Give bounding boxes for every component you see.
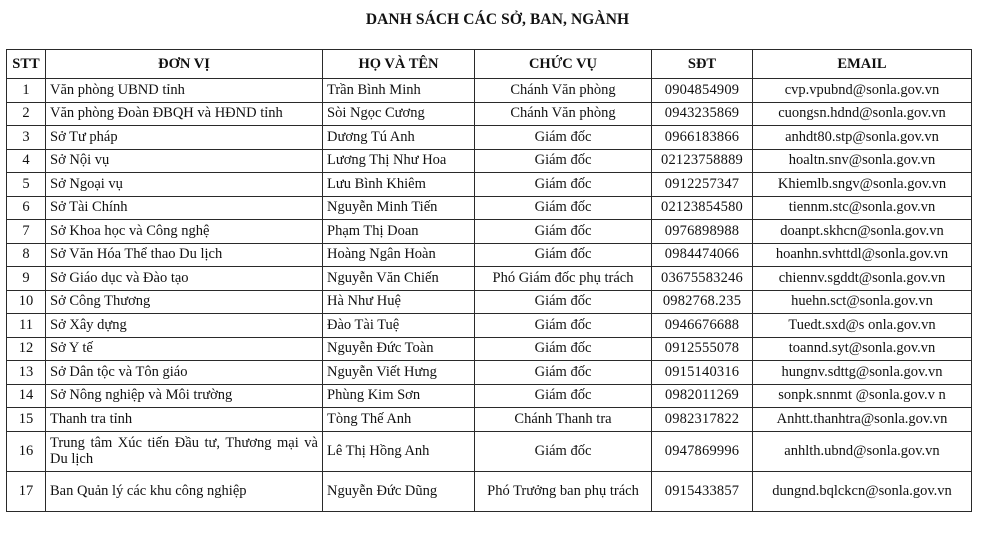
cell-unit: Thanh tra tỉnh [46,408,323,432]
cell-unit: Sở Nội vụ [46,149,323,173]
cell-stt: 8 [7,243,46,267]
cell-phone: 02123854580 [652,196,753,220]
cell-email: hoanhn.svhttdl@sonla.gov.vn [753,243,972,267]
header-email: EMAIL [753,50,972,79]
cell-phone: 0915140316 [652,361,753,385]
cell-phone: 0915433857 [652,471,753,511]
cell-position: Giám đốc [475,290,652,314]
cell-email: hoaltn.snv@sonla.gov.vn [753,149,972,173]
cell-stt: 4 [7,149,46,173]
cell-name: Trần Bình Minh [323,79,475,103]
cell-name: Nguyễn Minh Tiến [323,196,475,220]
cell-position: Giám đốc [475,384,652,408]
cell-email: cuongsn.hdnd@sonla.gov.vn [753,102,972,126]
cell-email: Anhtt.thanhtra@sonla.gov.vn [753,408,972,432]
cell-position: Giám đốc [475,243,652,267]
table-row [7,79,972,103]
cell-phone: 0943235869 [652,102,753,126]
cell-stt: 11 [7,314,46,338]
cell-position: Giám đốc [475,196,652,220]
cell-email: anhdt80.stp@sonla.gov.vn [753,126,972,150]
cell-stt: 13 [7,361,46,385]
cell-position: Giám đốc [475,337,652,361]
cell-name: Dương Tú Anh [323,126,475,150]
cell-email: anhlth.ubnd@sonla.gov.vn [753,431,972,471]
departments-table [6,49,972,512]
cell-name: Hà Như Huệ [323,290,475,314]
cell-unit: Sở Tư pháp [46,126,323,150]
table-row [7,196,972,220]
header-phone: SĐT [652,50,753,79]
cell-stt: 17 [7,471,46,511]
table-row [7,471,972,511]
table-row [7,243,972,267]
cell-unit: Sở Giáo dục và Đào tạo [46,267,323,291]
table-row [7,220,972,244]
cell-name: Nguyễn Đức Toàn [323,337,475,361]
cell-unit: Sở Nông nghiệp và Môi trường [46,384,323,408]
cell-name: Tòng Thế Anh [323,408,475,432]
cell-stt: 16 [7,431,46,471]
cell-email: Khiemlb.sngv@sonla.gov.vn [753,173,972,197]
cell-name: Phạm Thị Doan [323,220,475,244]
cell-email: hungnv.sdttg@sonla.gov.vn [753,361,972,385]
table-row [7,361,972,385]
header-unit: ĐƠN VỊ [46,50,323,79]
cell-stt: 7 [7,220,46,244]
table-header-row [7,50,972,79]
cell-phone: 0982317822 [652,408,753,432]
cell-stt: 10 [7,290,46,314]
cell-phone: 0982768.235 [652,290,753,314]
table-row [7,314,972,338]
cell-phone: 0976898988 [652,220,753,244]
cell-phone: 0946676688 [652,314,753,338]
cell-position: Giám đốc [475,314,652,338]
table-row [7,267,972,291]
header-position: CHỨC VỤ [475,50,652,79]
cell-phone: 02123758889 [652,149,753,173]
cell-unit: Trung tâm Xúc tiến Đầu tư, Thương mại và Du lịch [46,431,323,471]
cell-name: Hoàng Ngân Hoàn [323,243,475,267]
cell-stt: 2 [7,102,46,126]
cell-unit: Sở Khoa học và Công nghệ [46,220,323,244]
cell-stt: 15 [7,408,46,432]
cell-phone: 03675583246 [652,267,753,291]
cell-unit: Sở Dân tộc và Tôn giáo [46,361,323,385]
header-stt: STT [7,50,46,79]
cell-name: Sòi Ngọc Cương [323,102,475,126]
cell-stt: 9 [7,267,46,291]
table-row [7,102,972,126]
cell-name: Nguyễn Viết Hưng [323,361,475,385]
cell-phone: 0947869996 [652,431,753,471]
cell-name: Phùng Kim Sơn [323,384,475,408]
cell-unit: Văn phòng Đoàn ĐBQH và HĐND tỉnh [46,102,323,126]
cell-position: Phó Trưởng ban phụ trách [475,471,652,511]
cell-phone: 0912555078 [652,337,753,361]
table-row [7,431,972,471]
table-row [7,337,972,361]
cell-stt: 14 [7,384,46,408]
cell-unit: Văn phòng UBND tỉnh [46,79,323,103]
cell-unit: Sở Văn Hóa Thể thao Du lịch [46,243,323,267]
cell-name: Lưu Bình Khiêm [323,173,475,197]
cell-email: huehn.sct@sonla.gov.vn [753,290,972,314]
cell-stt: 1 [7,79,46,103]
table-row [7,384,972,408]
cell-position: Giám đốc [475,126,652,150]
cell-phone: 0984474066 [652,243,753,267]
cell-position: Giám đốc [475,361,652,385]
cell-email: cvp.vpubnd@sonla.gov.vn [753,79,972,103]
cell-position: Chánh Thanh tra [475,408,652,432]
cell-position: Giám đốc [475,431,652,471]
cell-phone: 0966183866 [652,126,753,150]
cell-email: doanpt.skhcn@sonla.gov.vn [753,220,972,244]
cell-unit: Sở Tài Chính [46,196,323,220]
header-name: HỌ VÀ TÊN [323,50,475,79]
cell-phone: 0912257347 [652,173,753,197]
cell-stt: 5 [7,173,46,197]
cell-email: dungnd.bqlckcn@sonla.gov.vn [753,471,972,511]
cell-stt: 12 [7,337,46,361]
cell-email: Tuedt.sxd@s onla.gov.vn [753,314,972,338]
cell-unit: Sở Công Thương [46,290,323,314]
cell-name: Lương Thị Như Hoa [323,149,475,173]
cell-position: Giám đốc [475,173,652,197]
cell-email: sonpk.snnmt @sonla.gov.v n [753,384,972,408]
cell-email: tiennm.stc@sonla.gov.vn [753,196,972,220]
table-row [7,126,972,150]
cell-position: Chánh Văn phòng [475,102,652,126]
cell-unit: Sở Xây dựng [46,314,323,338]
cell-stt: 6 [7,196,46,220]
cell-name: Lê Thị Hồng Anh [323,431,475,471]
cell-position: Phó Giám đốc phụ trách [475,267,652,291]
cell-position: Giám đốc [475,149,652,173]
cell-name: Nguyễn Văn Chiến [323,267,475,291]
cell-unit: Sở Y tế [46,337,323,361]
cell-stt: 3 [7,126,46,150]
cell-unit: Ban Quản lý các khu công nghiệp [46,471,323,511]
cell-position: Giám đốc [475,220,652,244]
cell-name: Nguyễn Đức Dũng [323,471,475,511]
cell-phone: 0982011269 [652,384,753,408]
cell-unit: Sở Ngoại vụ [46,173,323,197]
cell-name: Đào Tài Tuệ [323,314,475,338]
cell-email: toannd.syt@sonla.gov.vn [753,337,972,361]
page-title: DANH SÁCH CÁC SỞ, BAN, NGÀNH [365,11,630,28]
cell-phone: 0904854909 [652,79,753,103]
table-row [7,290,972,314]
cell-email: chiennv.sgddt@sonla.gov.vn [753,267,972,291]
cell-position: Chánh Văn phòng [475,79,652,103]
table-row [7,149,972,173]
table-row [7,173,972,197]
table-row [7,408,972,432]
